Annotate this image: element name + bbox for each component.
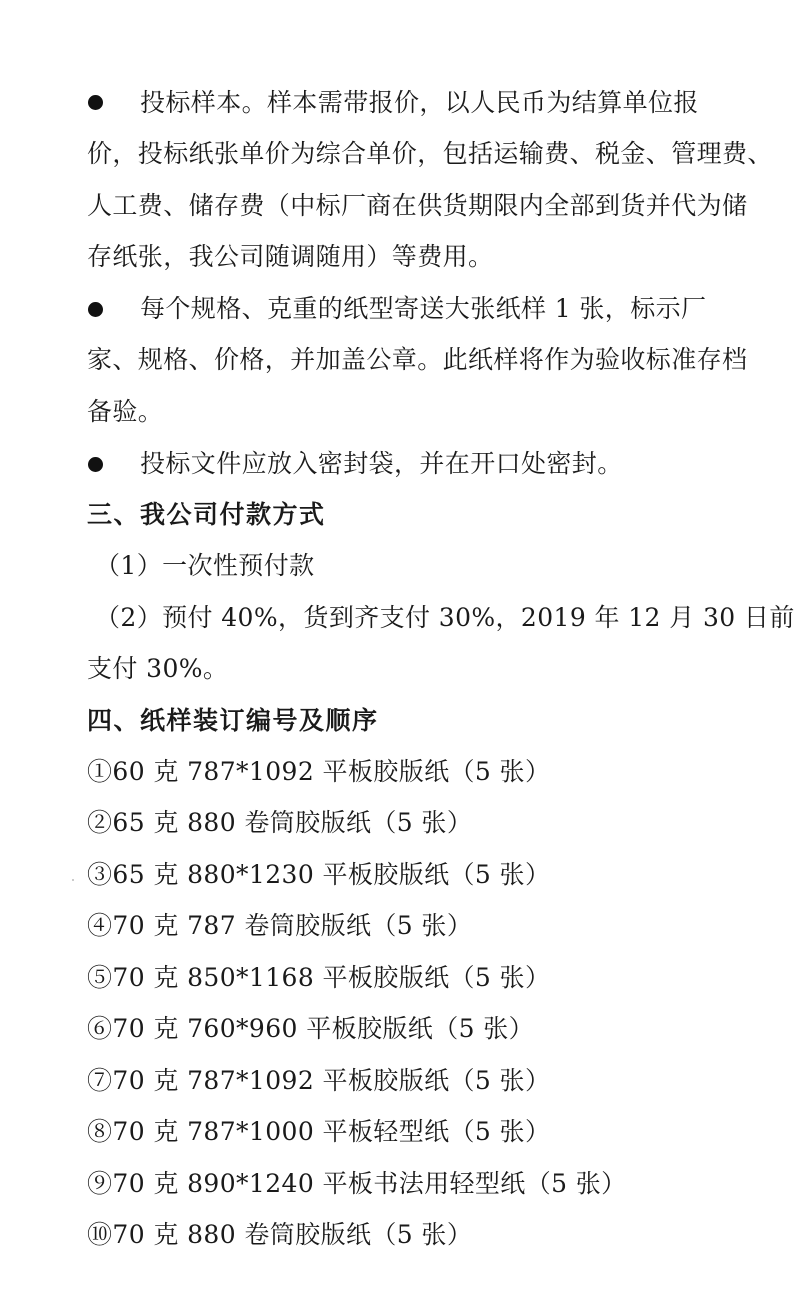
bullet-icon: [88, 95, 103, 110]
item-number: ⑦: [87, 1066, 113, 1095]
section-4-heading: 四、纸样装订编号及顺序: [87, 706, 379, 735]
item-text: 70 克 880 卷筒胶版纸（5 张）: [112, 1220, 473, 1249]
item-text: 70 克 890*1240 平板书法用轻型纸（5 张）: [112, 1169, 627, 1198]
item-number: ⑥: [87, 1014, 113, 1043]
bullet-1-line-4: 存纸张，我公司随调随用）等费用。: [87, 242, 494, 271]
sample-item: [87, 1012, 534, 1046]
bullet-2-line-1: 每个规格、克重的纸型寄送大张纸样 1 张，标示厂: [140, 294, 707, 323]
item-text: 70 克 787 卷筒胶版纸（5 张）: [112, 911, 473, 940]
item-text: 70 克 760*960 平板胶版纸（5 张）: [112, 1014, 535, 1043]
item-text: 70 克 787*1092 平板胶版纸（5 张）: [112, 1066, 551, 1095]
item-number: ⑨: [87, 1169, 113, 1198]
bullet-2-line-2: 家、规格、价格，并加盖公章。此纸样将作为验收标准存档: [87, 345, 748, 374]
sample-item: [87, 961, 550, 995]
payment-item-1: （1）一次性预付款: [95, 551, 315, 580]
item-number: ⑧: [87, 1117, 113, 1146]
sample-item: [87, 806, 472, 840]
scan-speck: [72, 879, 74, 881]
sample-item: [87, 1218, 472, 1252]
item-number: ②: [87, 808, 113, 837]
bullet-2-line-3: 备验。: [87, 397, 164, 426]
bullet-1-line-1: 投标样本。样本需带报价，以人民币为结算单位报: [140, 88, 699, 117]
sample-item: [87, 1064, 550, 1098]
item-number: ⑩: [87, 1220, 113, 1249]
item-text: 65 克 880*1230 平板胶版纸（5 张）: [112, 860, 551, 889]
item-text: 65 克 880 卷筒胶版纸（5 张）: [112, 808, 473, 837]
bullet-1-line-3: 人工费、储存费（中标厂商在供货期限内全部到货并代为储: [87, 191, 748, 220]
item-number: ⑤: [87, 963, 113, 992]
sample-item: [87, 858, 550, 892]
payment-item-2-cont: 支付 30%。: [87, 654, 229, 683]
item-text: 70 克 787*1000 平板轻型纸（5 张）: [112, 1117, 551, 1146]
sample-item: [87, 755, 550, 789]
payment-item-2: （2）预付 40%，货到齐支付 30%，2019 年 12 月 30 日前: [95, 603, 795, 632]
sample-item: [87, 1115, 550, 1149]
bullet-icon: [88, 457, 103, 472]
item-number: ④: [87, 911, 113, 940]
sample-item: [87, 909, 472, 943]
item-number: ③: [87, 860, 113, 889]
sample-item: [87, 1167, 627, 1201]
item-text: 70 克 850*1168 平板胶版纸（5 张）: [112, 963, 551, 992]
bullet-icon: [88, 302, 103, 317]
bullet-3-line-1: 投标文件应放入密封袋，并在开口处密封。: [140, 449, 623, 478]
item-number: ①: [87, 757, 113, 786]
item-text: 60 克 787*1092 平板胶版纸（5 张）: [112, 757, 551, 786]
bullet-1-line-2: 价，投标纸张单价为综合单价，包括运输费、税金、管理费、: [87, 139, 773, 168]
section-3-heading: 三、我公司付款方式: [87, 500, 326, 529]
